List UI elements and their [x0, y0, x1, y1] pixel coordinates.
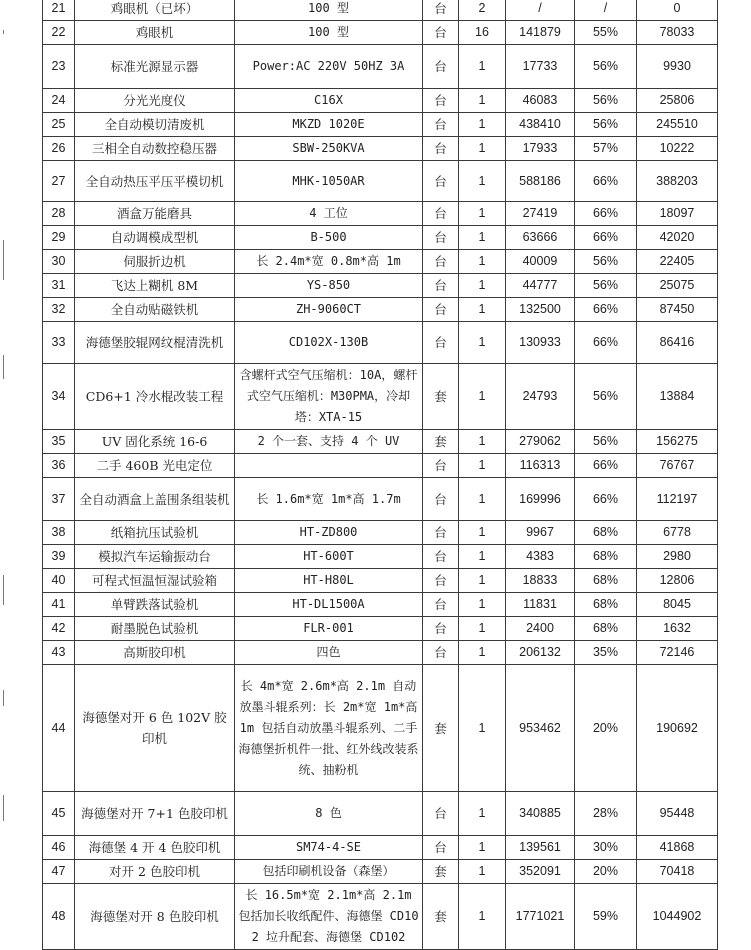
quantity: 1 — [459, 137, 506, 161]
assessed-value: 10222 — [637, 137, 718, 161]
row-number: 26 — [43, 137, 75, 161]
equipment-name: 可程式恒温恒湿试验箱 — [75, 569, 235, 593]
original-value: 9967 — [506, 521, 575, 545]
original-value: 2400 — [506, 617, 575, 641]
depreciation-rate: 59% — [575, 884, 637, 950]
quantity: 1 — [459, 250, 506, 274]
quantity: 1 — [459, 364, 506, 430]
depreciation-rate: 68% — [575, 545, 637, 569]
equipment-spec: 包括印刷机设备（森堡） — [235, 860, 423, 884]
original-value: 139561 — [506, 836, 575, 860]
row-number: 28 — [43, 202, 75, 226]
table-row — [43, 364, 718, 430]
assessed-value: 388203 — [637, 161, 718, 202]
equipment-spec: 长 4m*宽 2.6m*高 2.1m 自动放墨斗辊系列：长 2m*宽 1m*高 1m 包括自动放墨斗辊系列、二手海德堡折机件一批、红外线改装系统、抽粉机 — [235, 665, 423, 792]
depreciation-rate: 55% — [575, 21, 637, 45]
unit: 台 — [423, 478, 459, 521]
unit: 台 — [423, 545, 459, 569]
table-row — [43, 521, 718, 545]
row-number: 31 — [43, 274, 75, 298]
equipment-name: 纸箱抗压试验机 — [75, 521, 235, 545]
depreciation-rate: / — [575, 0, 637, 21]
table-row — [43, 89, 718, 113]
depreciation-rate: 56% — [575, 430, 637, 454]
original-value: 438410 — [506, 113, 575, 137]
unit: 台 — [423, 274, 459, 298]
unit: 台 — [423, 137, 459, 161]
depreciation-rate: 56% — [575, 364, 637, 430]
quantity: 1 — [459, 226, 506, 250]
equipment-name: 酒盒万能磨具 — [75, 202, 235, 226]
unit: 台 — [423, 45, 459, 89]
row-number: 30 — [43, 250, 75, 274]
table-row — [43, 593, 718, 617]
row-number: 46 — [43, 836, 75, 860]
table-row — [43, 250, 718, 274]
row-number: 34 — [43, 364, 75, 430]
quantity: 1 — [459, 113, 506, 137]
assessed-value: 245510 — [637, 113, 718, 137]
depreciation-rate: 68% — [575, 617, 637, 641]
table-row — [43, 665, 718, 792]
quantity: 1 — [459, 641, 506, 665]
assessed-value: 13884 — [637, 364, 718, 430]
unit: 套 — [423, 884, 459, 950]
equipment-name: 模拟汽车运输振动台 — [75, 545, 235, 569]
equipment-spec: 长 1.6m*宽 1m*高 1.7m — [235, 478, 423, 521]
original-value: 63666 — [506, 226, 575, 250]
row-number: 47 — [43, 860, 75, 884]
assessed-value: 42020 — [637, 226, 718, 250]
table-row — [43, 0, 718, 21]
unit: 台 — [423, 593, 459, 617]
equipment-name: 单臂跌落试验机 — [75, 593, 235, 617]
equipment-spec: MKZD 1020E — [235, 113, 423, 137]
quantity: 1 — [459, 274, 506, 298]
row-number: 48 — [43, 884, 75, 950]
equipment-spec: MHK-1050AR — [235, 161, 423, 202]
equipment-spec — [235, 454, 423, 478]
unit: 台 — [423, 0, 459, 21]
original-value: 46083 — [506, 89, 575, 113]
assessed-value: 95448 — [637, 792, 718, 836]
equipment-spec: 长 16.5m*宽 2.1m*高 2.1m 包括加长收纸配件、海德堡 CD102 垃升配套、海德堡 CD102 — [235, 884, 423, 950]
equipment-name: 伺服折边机 — [75, 250, 235, 274]
equipment-spec: 4 工位 — [235, 202, 423, 226]
equipment-name: 全自动模切清废机 — [75, 113, 235, 137]
original-value: 279062 — [506, 430, 575, 454]
equipment-spec: B-500 — [235, 226, 423, 250]
row-number: 29 — [43, 226, 75, 250]
assessed-value: 2980 — [637, 545, 718, 569]
row-number: 21 — [43, 0, 75, 21]
assessed-value: 0 — [637, 0, 718, 21]
assessed-value: 41868 — [637, 836, 718, 860]
assessed-value: 25806 — [637, 89, 718, 113]
scan-edge-marks — [0, 0, 12, 887]
equipment-name: 鸡眼机 — [75, 21, 235, 45]
assessed-value: 18097 — [637, 202, 718, 226]
table-row — [43, 860, 718, 884]
depreciation-rate: 30% — [575, 836, 637, 860]
row-number: 27 — [43, 161, 75, 202]
equipment-name: UV 固化系统 16-6 — [75, 430, 235, 454]
equipment-spec: C16X — [235, 89, 423, 113]
quantity: 2 — [459, 0, 506, 21]
equipment-name: 对开 2 色胶印机 — [75, 860, 235, 884]
equipment-name: 鸡眼机（已坏） — [75, 0, 235, 21]
original-value: 27419 — [506, 202, 575, 226]
assessed-value: 1632 — [637, 617, 718, 641]
depreciation-rate: 56% — [575, 113, 637, 137]
original-value: 130933 — [506, 322, 575, 364]
unit: 套 — [423, 665, 459, 792]
equipment-spec: 含螺杆式空气压缩机：10A，螺杆式空气压缩机：M30PMA，冷却塔：XTA-15 — [235, 364, 423, 430]
table-row — [43, 137, 718, 161]
assessed-value: 22405 — [637, 250, 718, 274]
equipment-name: CD6+1 冷水棍改装工程 — [75, 364, 235, 430]
equipment-name: 全自动热压平压平模切机 — [75, 161, 235, 202]
assessed-value: 72146 — [637, 641, 718, 665]
quantity: 1 — [459, 792, 506, 836]
unit: 台 — [423, 617, 459, 641]
equipment-name: 三相全自动数控稳压器 — [75, 137, 235, 161]
unit: 套 — [423, 364, 459, 430]
equipment-name: 全自动酒盒上盖围条组装机 — [75, 478, 235, 521]
table-row — [43, 617, 718, 641]
table-row — [43, 274, 718, 298]
original-value: 4383 — [506, 545, 575, 569]
assessed-value: 112197 — [637, 478, 718, 521]
row-number: 40 — [43, 569, 75, 593]
original-value: 116313 — [506, 454, 575, 478]
equipment-name: 海德堡 4 开 4 色胶印机 — [75, 836, 235, 860]
row-number: 39 — [43, 545, 75, 569]
row-number: 33 — [43, 322, 75, 364]
quantity: 1 — [459, 617, 506, 641]
quantity: 1 — [459, 545, 506, 569]
table-row — [43, 836, 718, 860]
unit: 台 — [423, 298, 459, 322]
quantity: 1 — [459, 298, 506, 322]
row-number: 38 — [43, 521, 75, 545]
original-value: 44777 — [506, 274, 575, 298]
depreciation-rate: 68% — [575, 521, 637, 545]
depreciation-rate: 66% — [575, 454, 637, 478]
assessed-value: 12806 — [637, 569, 718, 593]
quantity: 1 — [459, 665, 506, 792]
equipment-name: 标准光源显示器 — [75, 45, 235, 89]
unit: 台 — [423, 113, 459, 137]
depreciation-rate: 66% — [575, 478, 637, 521]
depreciation-rate: 66% — [575, 298, 637, 322]
original-value: 206132 — [506, 641, 575, 665]
equipment-spec: SM74-4-SE — [235, 836, 423, 860]
table-row — [43, 430, 718, 454]
original-value: 40009 — [506, 250, 575, 274]
quantity: 1 — [459, 478, 506, 521]
equipment-spec: Power:AC 220V 50HZ 3A — [235, 45, 423, 89]
assessed-value: 156275 — [637, 430, 718, 454]
unit: 台 — [423, 250, 459, 274]
quantity: 16 — [459, 21, 506, 45]
quantity: 1 — [459, 593, 506, 617]
unit: 台 — [423, 161, 459, 202]
original-value: 17933 — [506, 137, 575, 161]
equipment-spec: 100 型 — [235, 0, 423, 21]
equipment-name: 全自动贴磁铁机 — [75, 298, 235, 322]
assessed-value: 1044902 — [637, 884, 718, 950]
assessed-value: 70418 — [637, 860, 718, 884]
unit: 台 — [423, 836, 459, 860]
row-number: 37 — [43, 478, 75, 521]
equipment-spec: 2 个一套、支持 4 个 UV — [235, 430, 423, 454]
equipment-spec: FLR-001 — [235, 617, 423, 641]
depreciation-rate: 56% — [575, 250, 637, 274]
unit: 台 — [423, 792, 459, 836]
table-row — [43, 226, 718, 250]
table-row — [43, 569, 718, 593]
assessed-value: 76767 — [637, 454, 718, 478]
depreciation-rate: 66% — [575, 226, 637, 250]
original-value: 1771021 — [506, 884, 575, 950]
equipment-spec: ZH-9060CT — [235, 298, 423, 322]
original-value: 953462 — [506, 665, 575, 792]
quantity: 1 — [459, 884, 506, 950]
equipment-spec: HT-ZD800 — [235, 521, 423, 545]
row-number: 23 — [43, 45, 75, 89]
unit: 台 — [423, 89, 459, 113]
unit: 台 — [423, 641, 459, 665]
assessed-value: 78033 — [637, 21, 718, 45]
row-number: 32 — [43, 298, 75, 322]
depreciation-rate: 68% — [575, 569, 637, 593]
equipment-name: 海德堡对开 8 色胶印机 — [75, 884, 235, 950]
unit: 台 — [423, 21, 459, 45]
row-number: 36 — [43, 454, 75, 478]
table-row — [43, 478, 718, 521]
equipment-name: 海德堡胶辊网纹棍清洗机 — [75, 322, 235, 364]
equipment-spec: YS-850 — [235, 274, 423, 298]
table-row — [43, 113, 718, 137]
unit: 套 — [423, 860, 459, 884]
assessed-value: 87450 — [637, 298, 718, 322]
table-row — [43, 45, 718, 89]
equipment-spec: SBW-250KVA — [235, 137, 423, 161]
quantity: 1 — [459, 836, 506, 860]
unit: 台 — [423, 454, 459, 478]
quantity: 1 — [459, 202, 506, 226]
equipment-name: 海德堡对开 6 色 102V 胶印机 — [75, 665, 235, 792]
equipment-name: 自动调模成型机 — [75, 226, 235, 250]
assessed-value: 8045 — [637, 593, 718, 617]
equipment-name: 分光光度仪 — [75, 89, 235, 113]
original-value: 17733 — [506, 45, 575, 89]
original-value: 132500 — [506, 298, 575, 322]
quantity: 1 — [459, 569, 506, 593]
depreciation-rate: 20% — [575, 665, 637, 792]
quantity: 1 — [459, 860, 506, 884]
row-number: 44 — [43, 665, 75, 792]
row-number: 43 — [43, 641, 75, 665]
original-value: 340885 — [506, 792, 575, 836]
row-number: 25 — [43, 113, 75, 137]
unit: 台 — [423, 322, 459, 364]
table-row — [43, 641, 718, 665]
original-value: 11831 — [506, 593, 575, 617]
assessed-value: 6778 — [637, 521, 718, 545]
equipment-table — [42, 0, 718, 950]
depreciation-rate: 57% — [575, 137, 637, 161]
row-number: 24 — [43, 89, 75, 113]
depreciation-rate: 20% — [575, 860, 637, 884]
table-row — [43, 884, 718, 950]
table-row — [43, 21, 718, 45]
depreciation-rate: 56% — [575, 89, 637, 113]
quantity: 1 — [459, 89, 506, 113]
depreciation-rate: 35% — [575, 641, 637, 665]
unit: 套 — [423, 430, 459, 454]
original-value: 169996 — [506, 478, 575, 521]
equipment-name: 飞达上糊机 8M — [75, 274, 235, 298]
table-row — [43, 202, 718, 226]
equipment-spec: CD102X-130B — [235, 322, 423, 364]
quantity: 1 — [459, 45, 506, 89]
original-value: 141879 — [506, 21, 575, 45]
depreciation-rate: 68% — [575, 593, 637, 617]
table-row — [43, 298, 718, 322]
equipment-name: 二手 460B 光电定位 — [75, 454, 235, 478]
original-value: 352091 — [506, 860, 575, 884]
depreciation-rate: 66% — [575, 161, 637, 202]
quantity: 1 — [459, 161, 506, 202]
unit: 台 — [423, 569, 459, 593]
assessed-value: 9930 — [637, 45, 718, 89]
quantity: 1 — [459, 454, 506, 478]
depreciation-rate: 28% — [575, 792, 637, 836]
equipment-rows — [43, 0, 718, 950]
equipment-spec: HT-H80L — [235, 569, 423, 593]
row-number: 42 — [43, 617, 75, 641]
original-value: / — [506, 0, 575, 21]
original-value: 588186 — [506, 161, 575, 202]
unit: 台 — [423, 521, 459, 545]
table-row — [43, 322, 718, 364]
equipment-name: 海德堡对开 7+1 色胶印机 — [75, 792, 235, 836]
equipment-spec: 100 型 — [235, 21, 423, 45]
assessed-value: 25075 — [637, 274, 718, 298]
quantity: 1 — [459, 430, 506, 454]
equipment-spec: 四色 — [235, 641, 423, 665]
equipment-spec: 8 色 — [235, 792, 423, 836]
assessed-value: 190692 — [637, 665, 718, 792]
depreciation-rate: 66% — [575, 322, 637, 364]
table-row — [43, 161, 718, 202]
assessed-value: 86416 — [637, 322, 718, 364]
equipment-name: 耐墨脱色试验机 — [75, 617, 235, 641]
equipment-spec: HT-600T — [235, 545, 423, 569]
equipment-name: 高斯胶印机 — [75, 641, 235, 665]
table-row — [43, 454, 718, 478]
row-number: 35 — [43, 430, 75, 454]
depreciation-rate: 56% — [575, 45, 637, 89]
quantity: 1 — [459, 521, 506, 545]
row-number: 45 — [43, 792, 75, 836]
unit: 台 — [423, 226, 459, 250]
table-row — [43, 792, 718, 836]
depreciation-rate: 66% — [575, 202, 637, 226]
equipment-spec: HT-DL1500A — [235, 593, 423, 617]
row-number: 41 — [43, 593, 75, 617]
original-value: 24793 — [506, 364, 575, 430]
table-row — [43, 545, 718, 569]
equipment-spec: 长 2.4m*宽 0.8m*高 1m — [235, 250, 423, 274]
quantity: 1 — [459, 322, 506, 364]
unit: 台 — [423, 202, 459, 226]
original-value: 18833 — [506, 569, 575, 593]
depreciation-rate: 56% — [575, 274, 637, 298]
row-number: 22 — [43, 21, 75, 45]
